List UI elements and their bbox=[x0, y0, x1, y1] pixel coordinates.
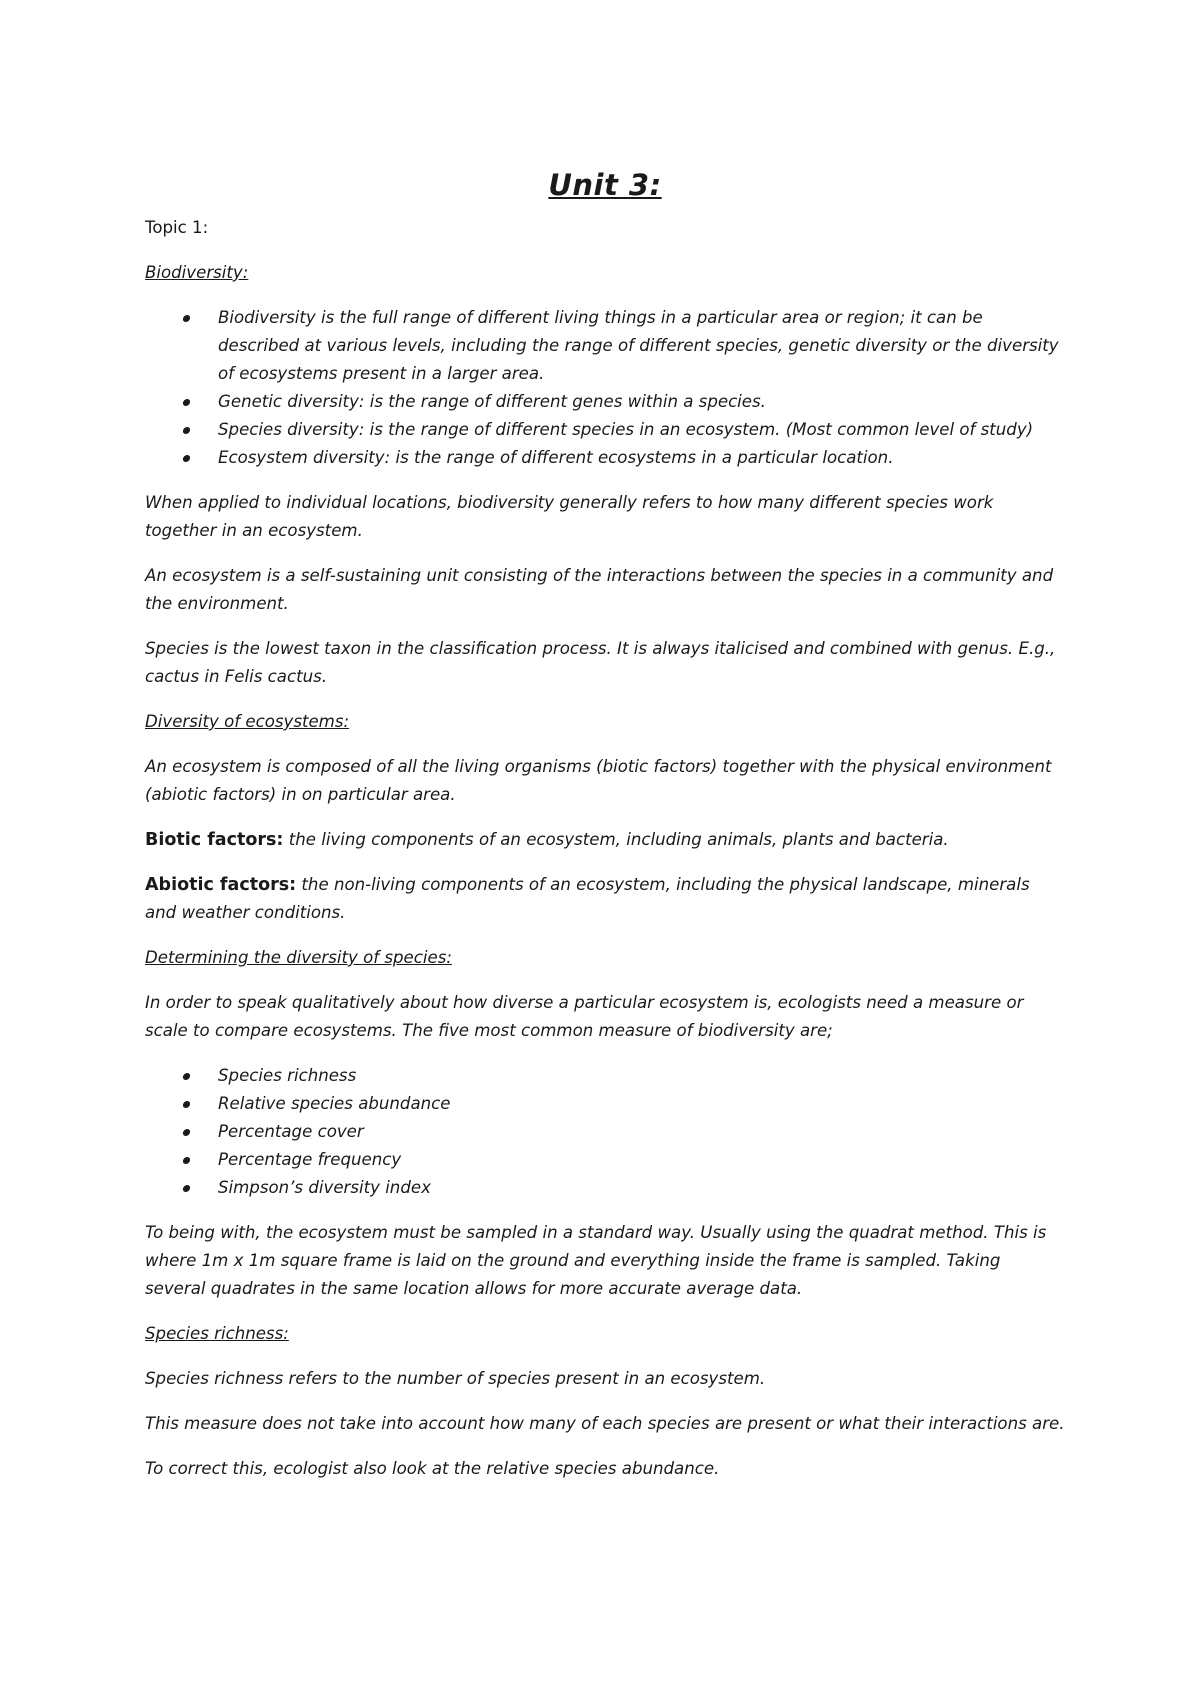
list-item-text: Species richness bbox=[218, 1066, 357, 1085]
paragraph-richness: Species richness refers to the number of species present in an ecosystem. bbox=[145, 1369, 766, 1388]
paragraph-biotic bbox=[145, 826, 1065, 854]
bullet-icon bbox=[182, 1101, 190, 1108]
biotic-definition: the living components of an ecosystem, including animals, plants and bacteria. bbox=[283, 830, 949, 849]
list-item bbox=[218, 416, 1065, 444]
abiotic-term: Abiotic factors: bbox=[145, 875, 297, 895]
paragraph-ecosystem: An ecosystem is a self-sustaining unit consisting of the interactions between the species in a community and the environment. bbox=[145, 566, 1054, 613]
list-item bbox=[218, 444, 1065, 472]
list-item bbox=[218, 1174, 1065, 1202]
list-item bbox=[218, 388, 1065, 416]
bullet-icon bbox=[182, 1185, 190, 1192]
bullet-icon bbox=[182, 1157, 190, 1164]
list-item-text: Relative species abundance bbox=[218, 1094, 451, 1113]
bullet-icon bbox=[182, 399, 190, 406]
paragraph-measure: This measure does not take into account how many of each species are present or what their interactions are. bbox=[145, 1414, 1065, 1433]
paragraph-abiotic bbox=[145, 871, 1065, 927]
list-item bbox=[218, 1090, 1065, 1118]
page-title: Unit 3: bbox=[548, 168, 662, 202]
topic-label: Topic 1: bbox=[145, 218, 209, 237]
list-item bbox=[218, 1118, 1065, 1146]
section-heading-diversity-ecosystems: Diversity of ecosystems: bbox=[145, 712, 350, 731]
paragraph-correct: To correct this, ecologist also look at the relative species abundance. bbox=[145, 1459, 720, 1478]
measures-bullet-list bbox=[145, 1062, 1065, 1202]
list-item-text: Percentage frequency bbox=[218, 1150, 402, 1169]
list-item-text: Percentage cover bbox=[218, 1122, 364, 1141]
paragraph-qualitative: In order to speak qualitatively about how diverse a particular ecosystem is, ecologists need a measure or scale to compare ecosystems. The five most common measure of biodiversity are; bbox=[145, 993, 1024, 1040]
abiotic-definition: the non-living components of an ecosystem, including the physical landscape, minerals and weather conditions. bbox=[145, 875, 1030, 922]
bullet-icon bbox=[182, 315, 190, 322]
list-item bbox=[218, 1146, 1065, 1174]
bullet-icon bbox=[182, 427, 190, 434]
bullet-icon bbox=[182, 1073, 190, 1080]
document-body bbox=[145, 214, 1065, 1500]
list-item bbox=[218, 1062, 1065, 1090]
bullet-icon bbox=[182, 1129, 190, 1136]
bullet-icon bbox=[182, 455, 190, 462]
paragraph-sampling: To being with, the ecosystem must be sampled in a standard way. Usually using the quadrat method. This is where 1m x 1m square frame is laid on the ground and everything inside the frame is sampled. Taking several quadrates in the same location allows for more accurate average data. bbox=[145, 1223, 1047, 1298]
paragraph-locations: When applied to individual locations, biodiversity generally refers to how many different species work together in an ecosystem. bbox=[145, 493, 994, 540]
list-item bbox=[218, 304, 1065, 388]
list-item-text: Ecosystem diversity: is the range of different ecosystems in a particular location. bbox=[218, 448, 894, 467]
paragraph-composed: An ecosystem is composed of all the living organisms (biotic factors) together with the physical environment (abiotic factors) in on particular area. bbox=[145, 757, 1052, 804]
list-item-text: Species diversity: is the range of different species in an ecosystem. (Most common level of study) bbox=[218, 420, 1034, 439]
section-heading-species-richness: Species richness: bbox=[145, 1324, 289, 1343]
list-item-text: Biodiversity is the full range of different living things in a particular area or region; it can be described at various levels, including the range of different species, genetic diversity or the diversity of ecosystems present in a larger area. bbox=[218, 308, 1059, 383]
section-heading-biodiversity: Biodiversity: bbox=[145, 263, 249, 282]
biodiversity-bullet-list bbox=[145, 304, 1065, 472]
section-heading-determining: Determining the diversity of species: bbox=[145, 948, 452, 967]
paragraph-species: Species is the lowest taxon in the classification process. It is always italicised and combined with genus. E.g., cactus in Felis cactus. bbox=[145, 639, 1056, 686]
biotic-term: Biotic factors: bbox=[145, 830, 284, 850]
list-item-text: Simpson’s diversity index bbox=[218, 1178, 431, 1197]
list-item-text: Genetic diversity: is the range of different genes within a species. bbox=[218, 392, 766, 411]
